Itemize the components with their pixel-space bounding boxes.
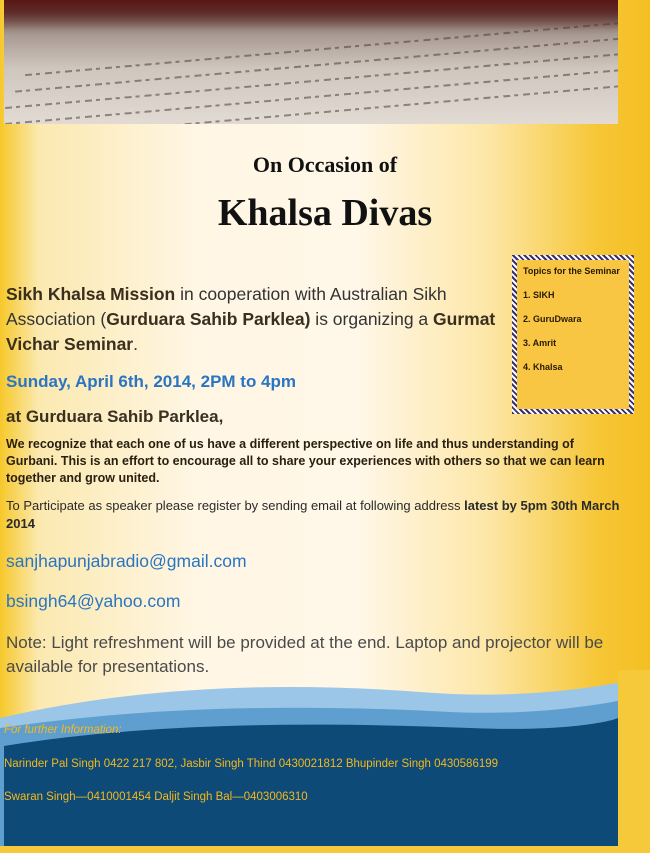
intro-end: . [133,334,138,354]
contact-line: Narinder Pal Singh 0422 217 802, Jasbir Singh Thind 0430021812 Bhupinder Singh 0430586199 [4,758,499,770]
host-name: Gurduara Sahib Parklea) [106,309,311,329]
intro-organizing-text: is organizing a [310,309,434,329]
intro-paragraph [6,282,506,357]
event-venue: at Gurduara Sahib Parklea, [6,407,224,426]
occasion-heading: On Occasion of [252,152,398,177]
participate-paragraph [6,497,631,533]
script-line [5,69,618,124]
dark-wave [4,718,618,853]
topic-item: 1. SIKH [523,290,555,300]
intro-cooperation-text: in cooperation with Australian Sikh Association ( [6,284,447,329]
org-name: Sikh Khalsa Mission [6,284,176,304]
footer-label: For further Information: [4,724,122,736]
topic-item: 3. Amrit [523,338,557,348]
bottom-gold-margin [0,846,650,853]
registration-deadline: latest by 5pm 30th March 2014 [6,498,620,531]
script-line [15,37,618,92]
photo-top-shade [4,0,618,30]
participate-text: To Participate as speaker please register by sending email at following address [6,498,465,513]
email-link[interactable]: sanjhapunjabradio@gmail.com [6,551,247,571]
topics-list [523,290,623,372]
topics-heading: Topics for the Seminar [523,266,620,276]
script-line [5,53,618,109]
topic-item: 2. GuruDwara [523,314,582,324]
contact-line: Swaran Singh—0410001454 Daljit Singh Bal—0403006310 [4,791,308,803]
topics-box [512,255,634,414]
email-link[interactable]: bsingh64@yahoo.com [6,591,181,611]
script-line [5,85,618,124]
refreshment-note: Note: Light refreshment will be provided at the end. Laptop and projector will be available for presentations. [6,633,604,676]
gurbani-scripture-photo [4,0,618,124]
right-gold-margin [618,670,650,853]
page-title: Khalsa Divas [217,192,433,234]
event-name: Gurmat Vichar Seminar [6,309,496,354]
event-date: Sunday, April 6th, 2014, 2PM to 4pm [6,372,297,391]
recognize-paragraph: We recognize that each one of us have a different perspective on life and thus understanding of Gurbani. This is an effort to encourage all to share your experiences with others so that we can learn together and grow united. [6,437,605,485]
topic-item: 4. Khalsa [523,362,563,372]
